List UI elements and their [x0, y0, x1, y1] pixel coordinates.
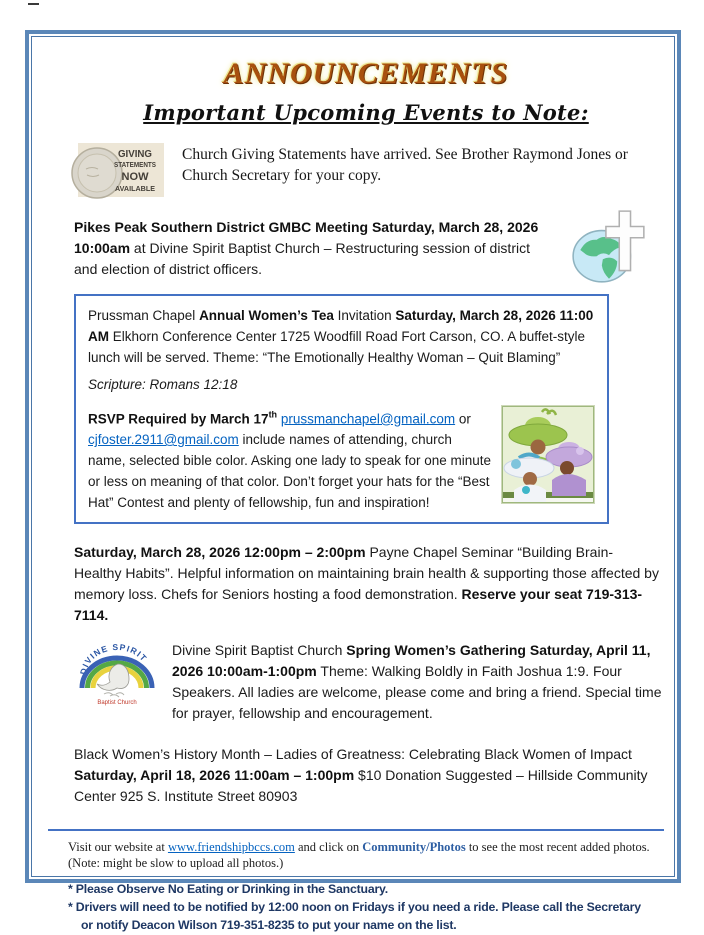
tea-scripture: Scripture: Romans 12:18 [88, 376, 238, 392]
tea-event-name: Annual Women’s Tea [199, 308, 334, 323]
stray-mark [28, 3, 39, 5]
spring-gathering-section [74, 640, 662, 724]
black-womens-history-section [74, 744, 664, 807]
badge-line-4: AVAILABLE [115, 184, 155, 193]
payne-reserve-phone: Reserve your seat 719-313-7114. [74, 585, 643, 623]
ordinal-suffix: th [268, 409, 278, 420]
giving-statements-image [78, 143, 164, 197]
gmbc-meeting-section [74, 217, 658, 280]
tea-rsvp: RSVP Required by March 17th prussmanchapel@gmail.com or cjfoster.2911@gmail.com include names of attending, church name, selected bible color. Asking one lady to speak for one minute or less on meaning of that color. Don’t forget your hats for the “Best Hat” Contest and plenty of fellowship, fun and inspiration! [88, 409, 595, 514]
payne-details: Payne Chapel Seminar “Building Brain-Healthy Habits”. Helpful information on maintaining brain health & supporting those affected by memory loss. Chefs for Seniors hosting a food demonstration. [74, 543, 659, 602]
tea-host: Prussman Chapel [88, 308, 200, 323]
note-drivers: * Drivers will need to be notified by 12:00 noon on Fridays if you need a ride. Please call the Secretary [68, 900, 641, 915]
footer-divider [48, 829, 664, 831]
womens-tea-invitation: Prussman Chapel Annual Women’s Tea Invitation Saturday, March 28, 2026 11:00 AM Elkhorn Conference Center 1725 Woodfill Road Fort Carson, CO. A buffet-style lunch will be served. Theme: “The Emotionally Healthy Woman – Quit Blaming” [88, 308, 594, 365]
tea-rsvp-deadline: RSVP Required by March 17 [88, 411, 269, 427]
bwh-details: $10 Donation Suggested – Hillside Community Center 925 S. Institute Street 80903 [74, 766, 648, 804]
spring-gathering-text: Divine Spirit Baptist Church Spring Women’s Gathering Saturday, April 11, 2026 10:00am-1:00pm Theme: Walking Boldly in Faith Joshua 1:9. Four Speakers. All ladies are welcome, please come and bring a friend. Special time for prayer, fellowship and encouragement. [172, 641, 662, 721]
website-note: Visit our website at www.friendshipbccs.com and click on Community/Photos to see the most recent added photos. (Note: might be slow to upload all photos.) [68, 839, 650, 871]
prussman-email-link[interactable]: prussmanchapel@gmail.com [280, 411, 456, 427]
tea-details: Elkhorn Conference Center 1725 Woodfill Road Fort Carson, CO. A buffet-style lunch will be served. Theme: “The Emotionally Healthy Woman – Quit Blaming” [88, 328, 585, 365]
giving-statements-section [74, 143, 658, 197]
note-drivers-continued: or notify Deacon Wilson 719-351-8235 to put your name on the list. [81, 917, 457, 932]
page-border [25, 30, 681, 932]
badge-line-2: STATEMENTS [114, 160, 156, 169]
page-subtitle: Important Upcoming Events to Note: [143, 100, 589, 125]
tea-datetime: Saturday, March 28, 2026 11:00 AM [88, 308, 594, 344]
payne-seminar-section [74, 542, 660, 626]
payne-datetime: Saturday, March 28, 2026 12:00pm – 2:00pm [74, 543, 366, 560]
gathering-datetime: Spring Women’s Gathering Saturday, April 11, 2026 10:00am-1:00pm [172, 641, 651, 679]
logo-arc-text: DIVINE SPIRIT [77, 641, 150, 676]
gmbc-meeting-details: at Divine Spirit Baptist Church – Restructuring session of district and election of district officers. [74, 240, 530, 277]
cjfoster-email-link[interactable]: cjfoster.2911@gmail.com [88, 432, 239, 448]
giving-statements-text: Church Giving Statements have arrived. See Brother Raymond Jones or Church Secretary for your copy. [182, 146, 628, 184]
logo-sub-text: Baptist Church [97, 699, 137, 706]
badge-line-1: GIVING [118, 149, 153, 160]
gathering-details: Theme: Walking Boldly in Faith Joshua 1:9. Four Speakers. All ladies are welcome, please come and bring a friend. Special time for prayer, fellowship and encouragement. [172, 662, 662, 721]
bwh-title: Black Women’s History Month – Ladies of Greatness: Celebrating Black Women of Impact [74, 745, 632, 762]
tea-rsvp-details: include names of attending, church name, selected bible color. Asking one lady to speak for one minute or less on meaning of that color. Don’t forget your hats for the “Best Hat” Contest and plenty of fellowship, fun and inspiration! [88, 432, 491, 510]
page-title: ANNOUNCEMENTS [223, 57, 509, 90]
badge-line-3: NOW [121, 171, 150, 183]
globe-cross-icon [568, 207, 650, 289]
note-no-eating: * Please Observe No Eating or Drinking in the Sanctuary. [68, 882, 388, 897]
gmbc-meeting-title: Pikes Peak Southern District GMBC Meeting Saturday, March 28, 2026 10:00am [74, 219, 539, 256]
website-link[interactable]: www.friendshipbccs.com [167, 839, 295, 854]
community-photos-label: Community/Photos [362, 839, 466, 854]
bwh-datetime: Saturday, April 18, 2026 11:00am – 1:00pm [74, 766, 355, 783]
womens-tea-box [74, 294, 609, 524]
gmbc-meeting-text [74, 217, 552, 280]
ladies-in-hats-image [501, 405, 595, 504]
footer-notes [68, 881, 658, 934]
divine-spirit-logo [74, 642, 160, 706]
announcements-page [31, 36, 675, 932]
